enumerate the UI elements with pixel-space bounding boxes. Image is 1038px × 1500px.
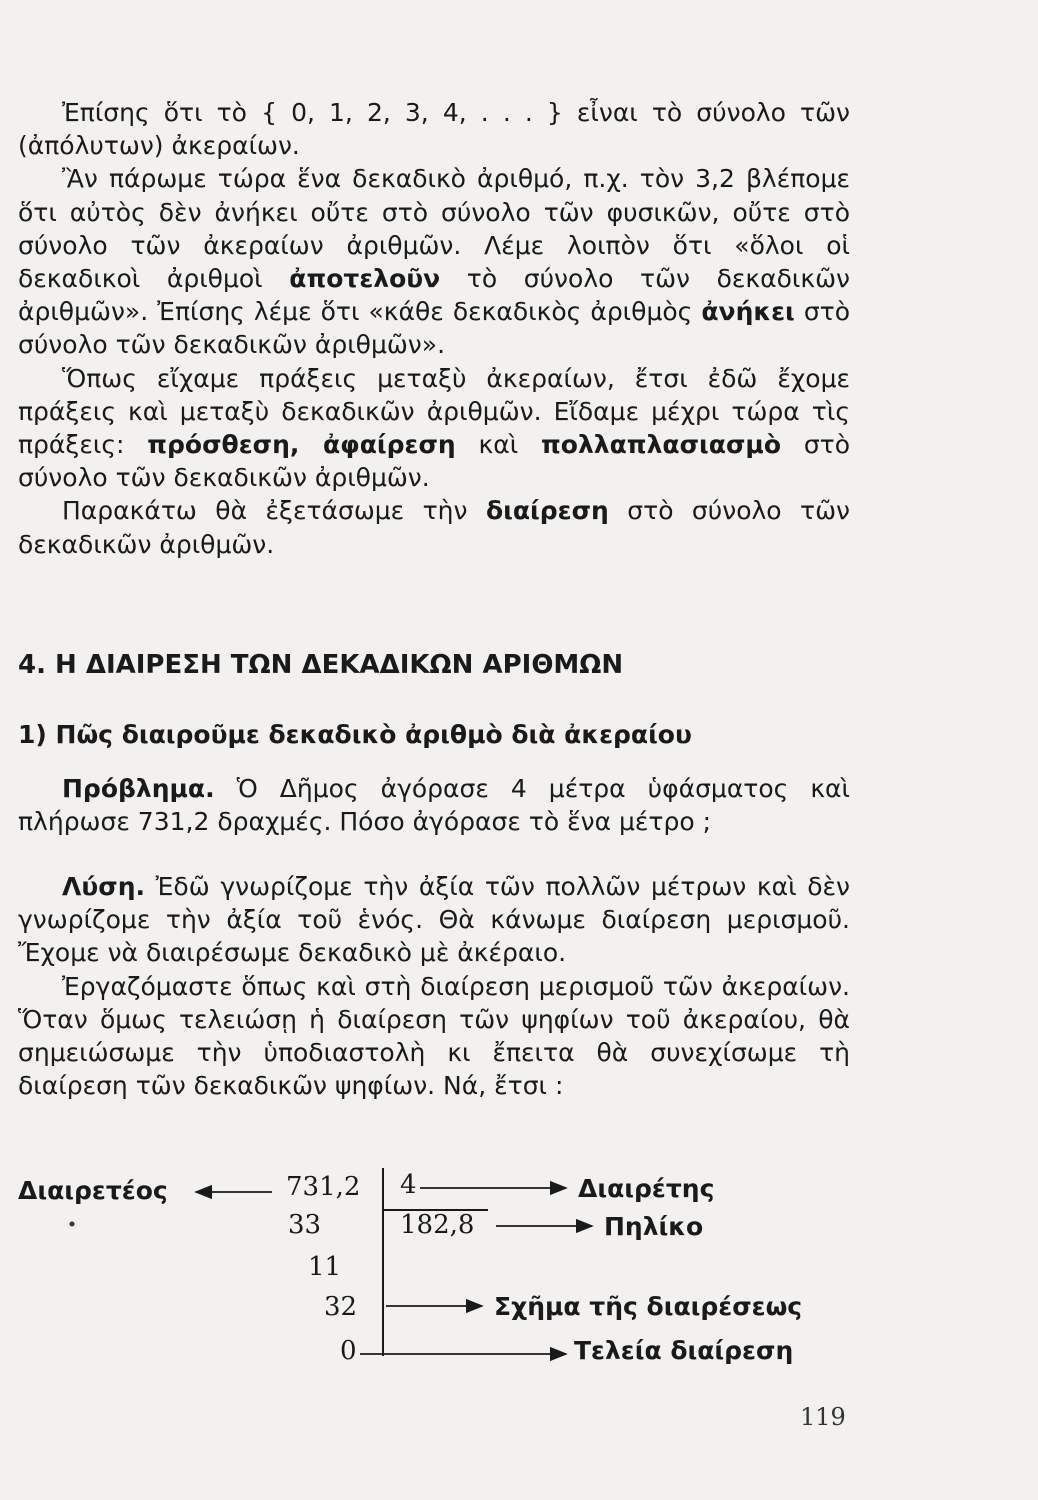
page-number: 119 bbox=[800, 1403, 846, 1431]
divisor-value: 4 bbox=[400, 1170, 417, 1200]
problem-label: Πρόβλημα. bbox=[62, 774, 215, 803]
solution-label: Λύση. bbox=[62, 872, 145, 901]
intro-text bbox=[18, 96, 850, 561]
remainder-final: 0 bbox=[340, 1336, 357, 1366]
bold-term-multiplication: πολλαπλασιασμὸ bbox=[541, 430, 781, 460]
solution-paragraph: Λύση. Ἐδῶ γνωρίζομε τὴν ἀξία τῶν πολλῶν μέτρων καὶ δὲν γνωρίζομε τὴν ἀξία τοῦ ἑνός. Θὰ κάνωμε διαίρεση μερισμοῦ. Ἔχομε νὰ διαιρέσωμε δεκαδικὸ μὲ ἀκέραιο. bbox=[18, 872, 850, 968]
divisor-label: Διαιρέτης bbox=[578, 1174, 715, 1203]
problem-text bbox=[18, 772, 850, 838]
section-title: 4. Η ΔΙΑΙΡΕΣΗ ΤΩΝ ΔΕΚΑΔΙΚΩΝ ΑΡΙΘΜΩΝ bbox=[18, 650, 624, 680]
bold-term-operations: πρόσθεση, ἀφαίρεση bbox=[147, 430, 456, 460]
section-subtitle: 1) Πῶς διαιροῦμε δεκαδικὸ ἀριθμὸ διὰ ἀκεραίου bbox=[18, 720, 692, 749]
division-scheme bbox=[0, 1160, 1038, 1380]
remainder-11: 11 bbox=[308, 1252, 342, 1282]
solution-text bbox=[18, 870, 850, 1102]
paragraph-operations: Ὅπως εἴχαμε πράξεις μεταξὺ ἀκεραίων, ἔτσι ἐδῶ ἔχομε πράξεις καὶ μεταξὺ δεκαδικῶν ἀριθμῶν. Εἴδαμε μέχρι τώρα τὶς πράξεις: πρόσθεση, ἀφαίρεση καὶ πολλαπλασιασμὸ στὸ σύνολο τῶν δεκαδικῶν ἀριθμῶν. bbox=[18, 363, 851, 493]
bold-term-apoteloun: ἀποτελοῦν bbox=[289, 264, 441, 294]
paragraph-division-intro: Παρακάτω θὰ ἐξετάσωμε τὴν διαίρεση στὸ σύνολο τῶν δεκαδικῶν ἀριθμῶν. bbox=[18, 496, 850, 559]
bold-term-division: διαίρεση bbox=[485, 496, 609, 526]
exact-division-label: Τελεία διαίρεση bbox=[574, 1336, 794, 1365]
dividend-value: 731,2 bbox=[286, 1172, 361, 1202]
problem-paragraph: Πρόβλημα. Ὁ Δῆμος ἀγόρασε 4 μέτρα ὑφάσματος καὶ πλήρωσε 731,2 δραχμές. Πόσο ἀγόρασε τὸ ἕνα μέτρο ; bbox=[18, 774, 850, 837]
quotient-value: 182,8 bbox=[400, 1210, 475, 1240]
scheme-label: Σχῆμα τῆς διαιρέσεως bbox=[494, 1292, 803, 1321]
remainder-33: 33 bbox=[288, 1210, 322, 1240]
quotient-label: Πηλίκο bbox=[604, 1212, 704, 1241]
dividend-label: Διαιρετέος bbox=[18, 1176, 168, 1205]
remainder-32: 32 bbox=[324, 1292, 358, 1322]
paragraph-sets: Ἐπίσης ὅτι τὸ { 0, 1, 2, 3, 4, . . . } εἶναι τὸ σύνολο τῶν (ἀπόλυτων) ἀκεραίων. bbox=[18, 98, 850, 161]
bold-term-anikei: ἀνήκει bbox=[701, 297, 795, 327]
paragraph-decimal-set: Ἂν πάρωμε τώρα ἕνα δεκαδικὸ ἀριθμό, π.χ. τὸν 3,2 βλέπομε ὅτι αὐτὸς δὲν ἀνήκει οὔτε στὸ σύνολο τῶν φυσικῶν, οὔτε στὸ σύνολο τῶν ἀκεραίων ἀριθμῶν. Λέμε λοιπὸν ὅτι «ὅλοι οἱ δεκαδικοὶ ἀριθμοὶ ἀποτελοῦν τὸ σύνολο τῶν δεκαδικῶν ἀριθμῶν». Ἐπίσης λέμε ὅτι «κάθε δεκαδικὸς ἀριθμὸς ἀνήκει στὸ σύνολο τῶν δεκαδικῶν ἀριθμῶν». bbox=[18, 164, 851, 360]
solution-paragraph-2: Ἐργαζόμαστε ὅπως καὶ στὴ διαίρεση μερισμοῦ τῶν ἀκεραίων. Ὅταν ὅμως τελειώσῃ ἡ διαίρεση τῶν ψηφίων τοῦ ἀκεραίου, θὰ σημειώσωμε τὴν ὑποδιαστολὴ κι ἔπειτα θὰ συνεχίσωμε τὴ διαίρεση τῶν δεκαδικῶν ψηφίων. Νά, ἔτσι : bbox=[18, 971, 850, 1101]
